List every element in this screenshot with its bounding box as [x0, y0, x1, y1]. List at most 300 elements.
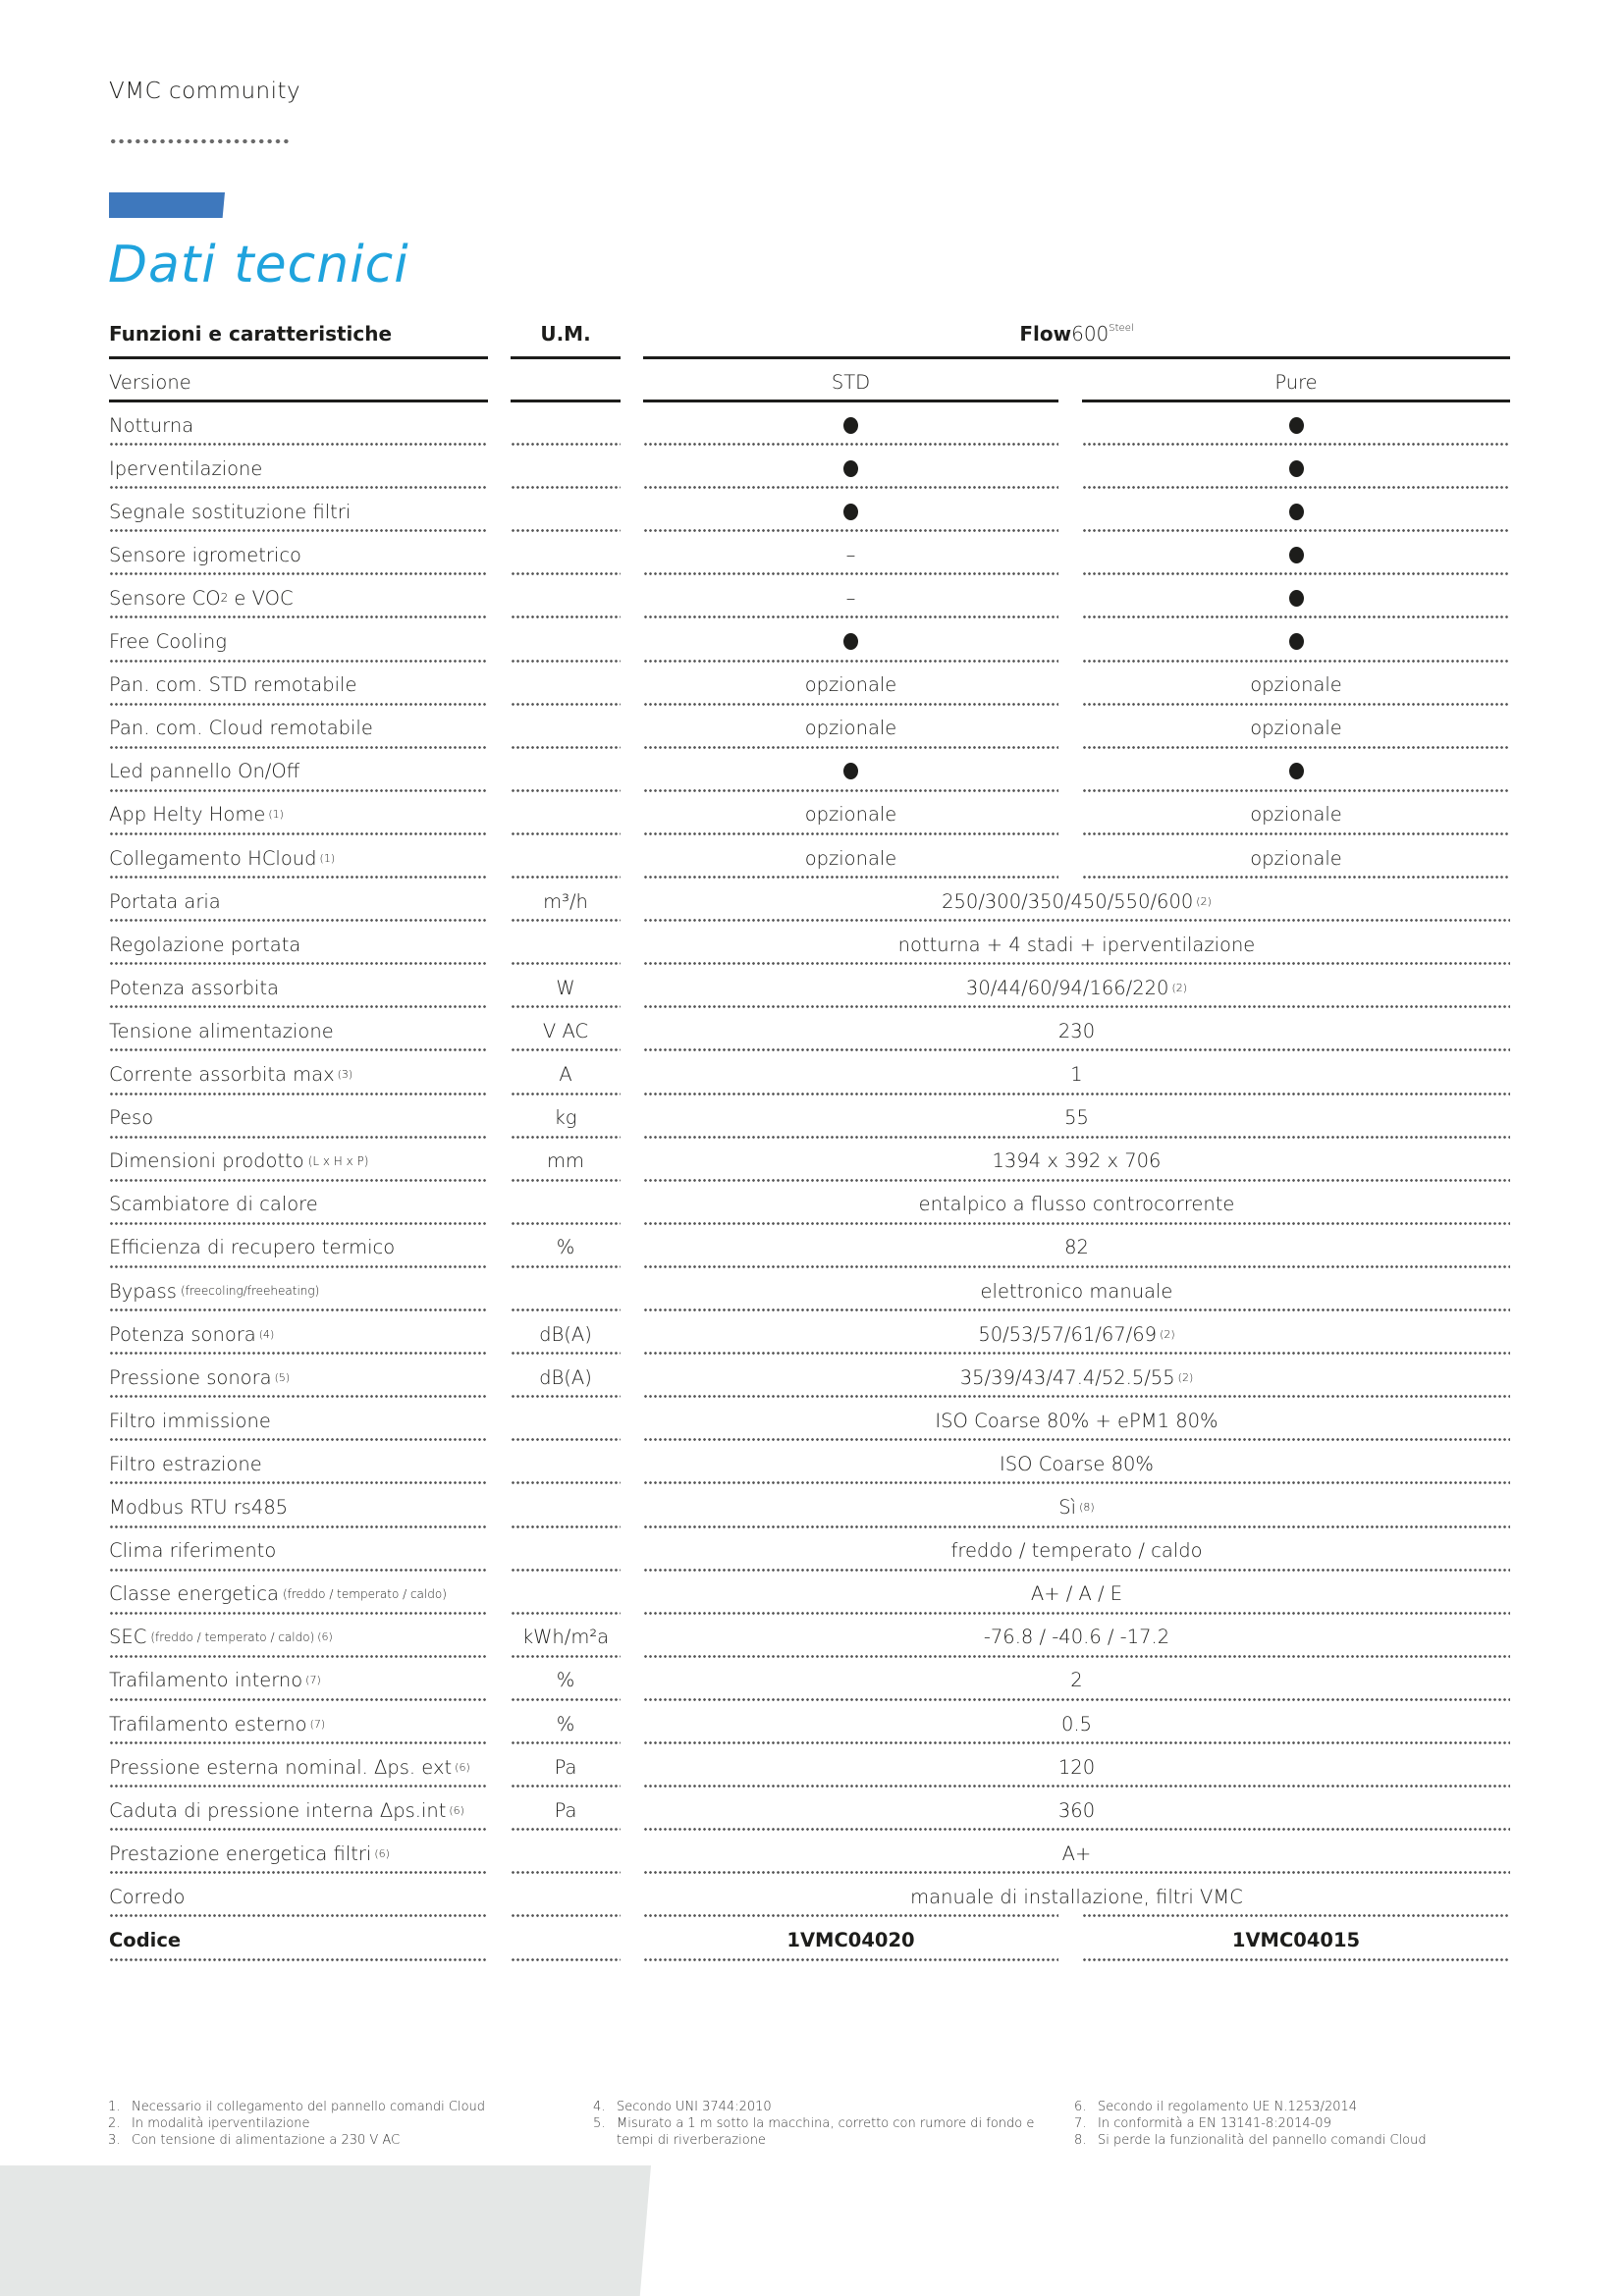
row-label	[109, 1226, 488, 1269]
value-text: 1394 x 392 x 706	[992, 1149, 1162, 1173]
footnote-ref: (4)	[258, 1327, 275, 1341]
row-value-std	[643, 403, 1058, 447]
version-label: Versione	[109, 370, 191, 394]
row-label	[109, 1789, 488, 1832]
dotted-row-divider	[1082, 746, 1510, 749]
row-unit	[511, 664, 621, 707]
dotted-row-divider	[1082, 1958, 1510, 1961]
column-header-model	[643, 322, 1510, 346]
row-label-text: Filtro immissione	[109, 1409, 271, 1432]
footnote-ref: (2)	[1196, 894, 1212, 908]
dotted-row-divider	[643, 1698, 1510, 1701]
row-unit: m³/h	[543, 889, 588, 913]
row-label	[109, 1053, 488, 1096]
footnotes-col-1	[108, 2099, 569, 2149]
table-row	[0, 1096, 1624, 1140]
row-label	[109, 1919, 488, 1962]
table-row	[0, 620, 1624, 664]
model-name: Flow	[1019, 322, 1072, 346]
included-dot-icon	[1289, 460, 1304, 477]
row-value	[643, 1529, 1510, 1573]
row-label-text: Notturna	[109, 413, 194, 437]
row-value-std	[643, 447, 1058, 490]
dotted-row-divider	[643, 1525, 1510, 1528]
dotted-row-divider	[511, 1481, 621, 1484]
row-label	[109, 620, 488, 664]
table-row	[0, 1183, 1624, 1226]
dotted-row-divider	[109, 1481, 488, 1484]
version-pure: Pure	[1274, 370, 1318, 394]
dotted-row-divider	[109, 1438, 488, 1441]
row-value-pure	[1082, 707, 1510, 750]
dotted-row-divider	[1082, 1914, 1510, 1917]
row-label-text: Collegamento HCloud	[109, 846, 317, 870]
table-row	[0, 1399, 1624, 1442]
value-text: 35/39/43/47.4/52.5/55	[959, 1365, 1175, 1389]
footnote-ref: (5)	[274, 1370, 291, 1384]
model-number: 600	[1071, 322, 1110, 346]
dotted-row-divider	[643, 486, 1058, 489]
row-label-text: Trafilamento esterno	[109, 1712, 307, 1735]
row-label-text: Portata aria	[109, 889, 221, 913]
dotted-row-divider	[109, 1395, 488, 1398]
row-value	[643, 923, 1510, 966]
dotted-row-divider	[511, 443, 621, 446]
dotted-row-divider	[511, 919, 621, 922]
value-text: opzionale	[1250, 717, 1342, 740]
dotted-row-divider	[109, 1785, 488, 1788]
row-unit	[511, 447, 621, 490]
dotted-row-divider	[643, 1308, 1510, 1311]
row-unit	[511, 836, 621, 880]
row-unit	[511, 1875, 621, 1918]
footnote-text: In conformità a EN 13141-8:2014-09	[1098, 2116, 1331, 2131]
table-row	[0, 707, 1624, 750]
row-label-text: Trafilamento interno	[109, 1669, 303, 1692]
dotted-row-divider	[511, 1179, 621, 1182]
dotted-row-divider	[1082, 615, 1510, 618]
table-row	[0, 1832, 1624, 1875]
row-label	[109, 1312, 488, 1356]
accent-bar	[109, 192, 225, 218]
row-unit: A	[559, 1063, 572, 1086]
row-unit	[511, 1832, 621, 1875]
table-row	[0, 490, 1624, 533]
row-label-note: (freddo / temperato / caldo)	[150, 1629, 315, 1644]
table-row	[0, 793, 1624, 836]
row-unit: %	[556, 1712, 575, 1735]
row-label-text: SEC	[109, 1626, 147, 1649]
row-label	[109, 533, 488, 576]
dotted-row-divider	[643, 1481, 1510, 1484]
row-value	[643, 1399, 1510, 1442]
table-row	[0, 1789, 1624, 1832]
dotted-row-divider	[109, 1525, 488, 1528]
row-value-pure	[1082, 1919, 1510, 1962]
dotted-row-divider	[511, 746, 621, 749]
dotted-row-divider	[643, 1741, 1510, 1744]
table-row	[0, 1659, 1624, 1702]
footnote-number: 4.	[593, 2100, 606, 2114]
row-label	[109, 793, 488, 836]
dotted-row-divider	[109, 1612, 488, 1615]
row-unit	[511, 576, 621, 619]
row-unit	[511, 1269, 621, 1312]
footnote-ref: (6)	[317, 1630, 333, 1644]
row-value-std	[643, 707, 1058, 750]
dotted-row-divider	[643, 1914, 1058, 1917]
row-unit	[511, 533, 621, 576]
dotted-row-divider	[511, 876, 621, 879]
dotted-row-divider	[643, 919, 1510, 922]
table-row	[0, 576, 1624, 619]
row-value	[643, 1356, 1510, 1399]
row-value-std	[643, 620, 1058, 664]
dotted-row-divider	[643, 660, 1058, 663]
row-label	[109, 1096, 488, 1140]
row-label	[109, 836, 488, 880]
row-label-text: Pressione sonora	[109, 1365, 272, 1389]
footnotes-col-2	[593, 2099, 1045, 2149]
dotted-row-divider	[511, 832, 621, 835]
value-text: 2	[1070, 1669, 1083, 1692]
row-label	[109, 1659, 488, 1702]
dotted-row-divider	[1082, 832, 1510, 835]
value-text: opzionale	[804, 803, 897, 827]
row-unit: W	[556, 976, 575, 999]
row-label-text: Classe energetica	[109, 1582, 279, 1606]
dotted-row-divider	[643, 1871, 1510, 1874]
row-label	[109, 1832, 488, 1875]
row-label-text: Segnale sostituzione filtri	[109, 500, 352, 523]
dotted-row-divider	[1082, 703, 1510, 706]
row-value	[643, 1789, 1510, 1832]
value-text: opzionale	[804, 717, 897, 740]
value-text: 1VMC04020	[786, 1929, 915, 1951]
row-unit	[511, 923, 621, 966]
footnote-ref: (8)	[1079, 1501, 1095, 1514]
dotted-row-divider	[643, 1265, 1510, 1268]
value-text: opzionale	[1250, 846, 1342, 870]
row-label-text: Modbus RTU rs485	[109, 1496, 289, 1519]
table-row	[0, 1053, 1624, 1096]
row-value-std	[643, 750, 1058, 793]
row-label-text: Efficienza di recupero termico	[109, 1236, 396, 1259]
dotted-row-divider	[643, 703, 1058, 706]
row-value-pure	[1082, 664, 1510, 707]
dotted-row-divider	[109, 1265, 488, 1268]
dotted-row-divider	[511, 1352, 621, 1355]
row-unit	[511, 707, 621, 750]
row-value	[643, 1053, 1510, 1096]
row-label-text: Dimensioni prodotto	[109, 1149, 304, 1173]
row-label-text: Pan. com. STD remotabile	[109, 673, 357, 697]
table-row	[0, 1616, 1624, 1659]
table-row	[0, 1529, 1624, 1573]
dotted-row-divider	[511, 660, 621, 663]
dotted-row-divider	[643, 1179, 1510, 1182]
row-label-text: Filtro estrazione	[109, 1452, 262, 1475]
row-label	[109, 1183, 488, 1226]
row-value-std	[643, 836, 1058, 880]
column-header-features: Funzioni e caratteristiche	[109, 322, 393, 346]
table-row	[0, 1140, 1624, 1183]
dotted-row-divider	[1082, 876, 1510, 879]
dotted-row-divider	[643, 1569, 1510, 1572]
dotted-row-divider	[109, 1569, 488, 1572]
row-label	[109, 1009, 488, 1052]
dotted-row-divider	[643, 1093, 1510, 1095]
dotted-row-divider	[109, 832, 488, 835]
dotted-row-divider	[511, 1828, 621, 1831]
included-dot-icon	[843, 417, 858, 434]
dotted-row-divider	[511, 1871, 621, 1874]
dotted-row-divider	[643, 1395, 1510, 1398]
dotted-row-divider	[511, 1395, 621, 1398]
row-value-std	[643, 1919, 1058, 1962]
row-value-pure	[1082, 793, 1510, 836]
value-text: 30/44/60/94/166/220	[965, 976, 1169, 999]
included-dot-icon	[1289, 590, 1304, 607]
version-rule	[511, 400, 621, 402]
row-unit	[511, 1183, 621, 1226]
dotted-row-divider	[109, 1222, 488, 1225]
footnote	[108, 2132, 569, 2149]
row-value	[643, 880, 1510, 923]
table-row	[0, 1919, 1624, 1962]
dotted-row-divider	[511, 1741, 621, 1744]
header-rule	[511, 356, 621, 359]
version-rule	[643, 400, 1058, 402]
dotted-row-divider	[643, 1352, 1510, 1355]
version-std: STD	[831, 370, 871, 394]
row-value-std	[643, 793, 1058, 836]
dotted-row-divider	[1082, 529, 1510, 532]
dotted-row-divider	[109, 1871, 488, 1874]
model-variant: Steel	[1109, 323, 1134, 334]
dotted-row-divider	[511, 1612, 621, 1615]
table-row	[0, 1009, 1624, 1052]
row-value-pure	[1082, 403, 1510, 447]
row-label-text: Potenza sonora	[109, 1322, 256, 1346]
page-title: Dati tecnici	[108, 236, 409, 294]
row-label	[109, 1356, 488, 1399]
row-unit	[511, 750, 621, 793]
footnote-text: Si perde la funzionalità del pannello comandi Cloud	[1098, 2133, 1427, 2148]
dotted-row-divider	[109, 703, 488, 706]
footnote-ref: (6)	[449, 1803, 464, 1817]
value-text: 360	[1057, 1798, 1096, 1822]
row-value	[643, 1486, 1510, 1529]
row-value	[643, 1573, 1510, 1616]
dotted-row-divider	[511, 789, 621, 792]
row-unit	[511, 620, 621, 664]
dotted-row-divider	[109, 1698, 488, 1701]
dotted-row-divider	[1082, 789, 1510, 792]
dotted-row-divider	[109, 615, 488, 618]
row-unit: %	[556, 1236, 575, 1259]
row-label	[109, 966, 488, 1009]
dotted-row-divider	[511, 572, 621, 575]
dotted-row-divider	[511, 1698, 621, 1701]
footnote-ref: (2)	[1171, 981, 1188, 994]
footnote-number: 2.	[108, 2116, 121, 2131]
included-dot-icon	[1289, 633, 1304, 650]
row-label-text: Bypass	[109, 1279, 177, 1303]
value-text: opzionale	[804, 673, 897, 697]
dotted-row-divider	[1082, 660, 1510, 663]
value-text: opzionale	[1250, 803, 1342, 827]
row-unit: dB(A)	[539, 1365, 592, 1389]
included-dot-icon	[1289, 417, 1304, 434]
value-text: ISO Coarse 80%	[1000, 1452, 1154, 1475]
row-value-pure	[1082, 576, 1510, 619]
row-value	[643, 1616, 1510, 1659]
table-row	[0, 533, 1624, 576]
row-value	[643, 1096, 1510, 1140]
value-text: 55	[1064, 1106, 1089, 1130]
row-label	[109, 1442, 488, 1485]
value-text: manuale di installazione, filtri VMC	[910, 1885, 1243, 1908]
dotted-row-divider	[109, 1093, 488, 1095]
dotted-row-divider	[511, 962, 621, 965]
row-label	[109, 1529, 488, 1573]
row-unit	[511, 1573, 621, 1616]
footnotes-col-3	[1074, 2099, 1526, 2149]
row-label-text: Led pannello On/Off	[109, 760, 300, 783]
dotted-row-divider	[643, 1612, 1510, 1615]
row-value	[643, 1009, 1510, 1052]
brand-name: VMC community	[109, 79, 301, 104]
dotted-row-divider	[643, 1005, 1510, 1008]
table-row	[0, 1702, 1624, 1745]
footnote-number: 8.	[1074, 2133, 1087, 2148]
row-label-text: Clima riferimento	[109, 1539, 277, 1563]
row-label-text: e VOC	[228, 586, 294, 610]
table-row	[0, 923, 1624, 966]
dotted-row-divider	[643, 1048, 1510, 1051]
row-value	[643, 1875, 1510, 1918]
dotted-row-divider	[511, 1525, 621, 1528]
row-value	[643, 1183, 1510, 1226]
dotted-row-divider	[511, 1222, 621, 1225]
dotted-row-divider	[643, 1222, 1510, 1225]
dotted-row-divider	[109, 962, 488, 965]
row-label	[109, 750, 488, 793]
row-label-text: Tensione alimentazione	[109, 1019, 334, 1042]
value-text: opzionale	[804, 846, 897, 870]
dotted-row-divider	[643, 876, 1058, 879]
row-value-std	[643, 664, 1058, 707]
dotted-row-divider	[643, 1655, 1510, 1658]
dotted-row-divider	[109, 529, 488, 532]
row-unit: mm	[547, 1149, 584, 1173]
row-label	[109, 1875, 488, 1918]
footnote-ref: (1)	[268, 808, 284, 822]
version-rule	[1082, 400, 1510, 402]
dotted-row-divider	[643, 615, 1058, 618]
row-label	[109, 1269, 488, 1312]
row-value	[643, 1269, 1510, 1312]
value-text: A+ / A / E	[1030, 1582, 1123, 1606]
dotted-row-divider	[511, 1438, 621, 1441]
row-label-text: Prestazione energetica filtri	[109, 1842, 372, 1865]
row-label-note: (freecoling/freeheating)	[180, 1284, 320, 1298]
row-unit	[511, 403, 621, 447]
value-text: opzionale	[1250, 673, 1342, 697]
row-label-text: Potenza assorbita	[109, 976, 279, 999]
value-text: 1VMC04015	[1231, 1929, 1361, 1951]
dotted-row-divider	[109, 1352, 488, 1355]
dotted-row-divider	[511, 1136, 621, 1139]
row-unit	[511, 793, 621, 836]
dotted-row-divider	[643, 832, 1058, 835]
value-text: –	[845, 586, 856, 610]
dotted-row-divider	[511, 1265, 621, 1268]
value-text: 82	[1064, 1236, 1089, 1259]
dotted-row-divider	[109, 660, 488, 663]
dotted-row-divider	[511, 1914, 621, 1917]
header-rule	[643, 356, 1510, 359]
row-label-text: Pressione esterna nominal. Δps. ext	[109, 1755, 453, 1779]
included-dot-icon	[843, 633, 858, 650]
row-unit: Pa	[554, 1755, 577, 1779]
dotted-row-divider	[109, 1048, 488, 1051]
row-label	[109, 576, 488, 619]
row-value-std	[643, 533, 1058, 576]
dotted-row-divider	[1082, 572, 1510, 575]
row-label-text: Iperventilazione	[109, 456, 263, 480]
dotted-row-divider	[511, 703, 621, 706]
value-text: freddo / temperato / caldo	[950, 1539, 1203, 1563]
dotted-row-divider	[511, 615, 621, 618]
footnote-text: Necessario il collegamento del pannello comandi Cloud	[132, 2100, 486, 2114]
row-label-text: Scambiatore di calore	[109, 1193, 318, 1216]
footnote-text: In modalità iperventilazione	[132, 2116, 310, 2131]
value-text: 250/300/350/450/550/600	[942, 889, 1194, 913]
decorative-footer-shape	[0, 2165, 651, 2296]
included-dot-icon	[1289, 504, 1304, 520]
footnote-ref: (7)	[309, 1717, 326, 1731]
footnote-text: Secondo il regolamento UE N.1253/2014	[1098, 2100, 1358, 2114]
dotted-row-divider	[643, 1828, 1510, 1831]
row-label-text: Free Cooling	[109, 630, 227, 653]
dotted-row-divider	[109, 1308, 488, 1311]
dotted-row-divider	[1082, 486, 1510, 489]
dotted-row-divider	[109, 1005, 488, 1008]
row-label	[109, 1573, 488, 1616]
footnote-text: Con tensione di alimentazione a 230 V AC	[132, 2133, 401, 2148]
row-label	[109, 923, 488, 966]
row-unit: kWh/m²a	[521, 1626, 610, 1649]
table-row	[0, 1486, 1624, 1529]
row-label-text: Corrente assorbita max	[109, 1063, 335, 1086]
dotted-row-divider	[511, 1569, 621, 1572]
value-text: 0.5	[1060, 1712, 1092, 1735]
footnote-ref: (3)	[337, 1068, 353, 1081]
row-label-text: Caduta di pressione interna Δps.int	[109, 1798, 447, 1822]
dotted-row-divider	[109, 789, 488, 792]
table-row	[0, 750, 1624, 793]
dotted-row-divider	[109, 919, 488, 922]
row-label-text: Regolazione portata	[109, 933, 301, 956]
row-value	[643, 1745, 1510, 1789]
dotted-row-divider	[511, 1048, 621, 1051]
row-label	[109, 490, 488, 533]
row-label-text: Sensore CO	[109, 586, 221, 610]
dotted-row-divider	[109, 1828, 488, 1831]
subscript: 2	[220, 591, 229, 606]
